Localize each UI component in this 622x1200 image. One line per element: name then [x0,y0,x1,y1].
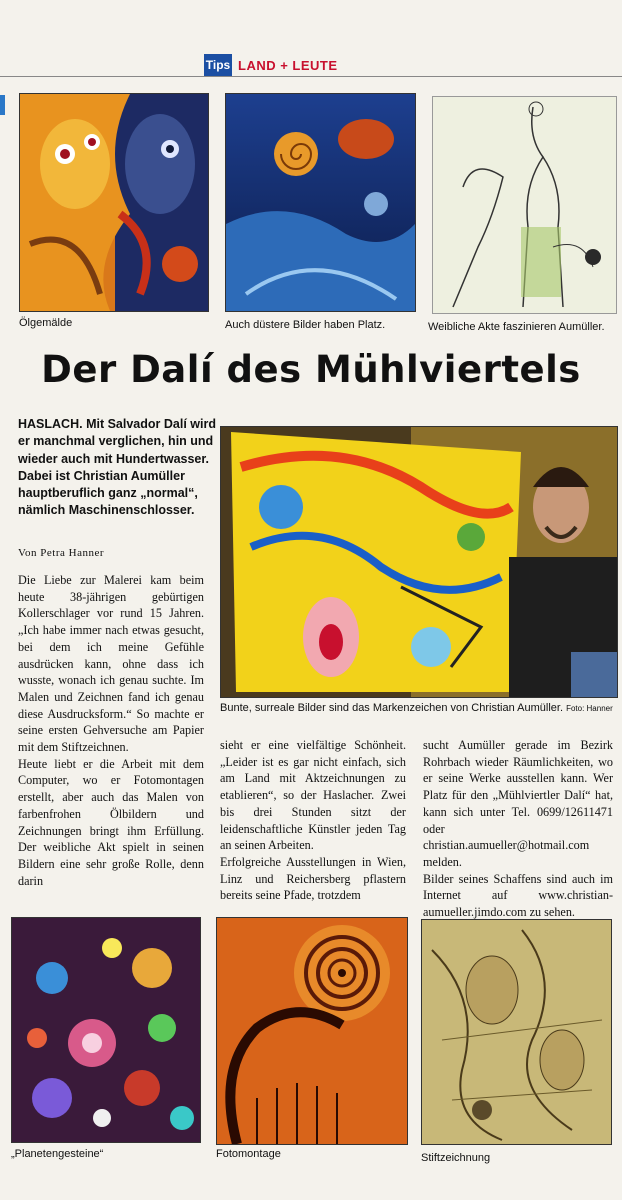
drawing-nude [432,96,617,314]
article-column-3 [423,737,613,921]
article-column-1 [18,572,204,889]
headline: Der Dalí des Mühlviertels [41,348,581,391]
photo-credit: Foto: Hanner [566,704,613,713]
section-title: LAND + LEUTE [238,58,338,73]
col3-para-1: sucht Aumüller gerade im Bezirk Rohrbach wieder Räumlichkeiten, wo er seine Werke ausstellen kann. Wer Platz für den „Mühlviertler Dalí“ hat, kann sich unter Tel. 0699/12611471 oder christian.aumueller@hotmail.com melden. [423,738,613,869]
caption-photomontage: Fotomontage [216,1148,281,1160]
caption-pencil-drawing: Stiftzeichnung [421,1152,491,1164]
col1-para-1: Die Liebe zur Malerei kam beim heute 38-jährigen gebürtigen Kollerschlager vor rund 15 Jahren. „Ich habe immer nach etwas gesucht, bei dem ich meine Gefühle ausdrücken kann, ohne dass ich wusste, wonach ich genau suchte. Im Malen und Zeichnen fand ich genau diese Ausdrucksform.“ So machte er seine ersten Gehversuche am Papier mit dem Stiftzeichnen. [18,573,204,755]
image-planet-stones [11,917,201,1143]
col1-para-2: Heute liebt er die Arbeit mit dem Computer, wo er Fotomontagen erstellt, aber auch das Malen von farbenfrohen Ölbildern und Zeichnungen bringt ihm Erfüllung. Der weibliche Akt spielt in seinen Bildern eine sehr große Rolle, denn darin [18,756,204,888]
col2-para-2: Erfolgreiche Ausstellungen in Wien, Linz und Reichersberg pflastern bereits seine Pfade, trotzdem [220,854,406,903]
lead-text: Mit Salvador Dalí wird er manchmal verglichen, hin und wieder auch mit Hundertwasser. Dabei ist Christian Aumüller hauptberuflich ganz „normal“, nämlich Maschinenschlosser. [18,417,216,518]
byline: Von Petra Hanner [18,547,104,559]
caption-planet-stones: „Planetengesteine“ [11,1148,104,1160]
tips-logo: Tips [204,54,232,76]
artist-photo [220,426,618,698]
header-rule [0,76,622,77]
col2-para-1: sieht er eine vielfältige Schönheit. „Leider ist es gar nicht einfach, sich am Land mit Aktzeichnungen zu etablieren“, so der Haslacher. Zwei bis drei Stunden sitzt der leidenschaftliche Künstler jeden Tag an seinen Arbeiten. [220,738,406,853]
photo-caption-text: Bunte, surreale Bilder sind das Markenzeichen von Christian Aumüller. [220,702,564,714]
painting-oil [19,93,209,312]
lead-place: HASLACH. [18,417,83,431]
image-pencil-drawing [421,919,612,1145]
painting-dark [225,93,416,312]
caption-nude: Weibliche Akte faszinieren Aumüller. [428,321,605,333]
lead-paragraph [18,416,218,520]
col3-para-2: Bilder seines Schaffens sind auch im Internet auf www.christian-aumueller.jimdo.com zu sehen. [423,871,613,920]
photo-caption [220,702,613,714]
caption-oil: Ölgemälde [19,317,73,329]
caption-dark: Auch düstere Bilder haben Platz. [225,319,386,331]
article-column-2 [220,737,406,904]
image-photomontage [216,917,408,1145]
margin-marker [0,95,5,115]
